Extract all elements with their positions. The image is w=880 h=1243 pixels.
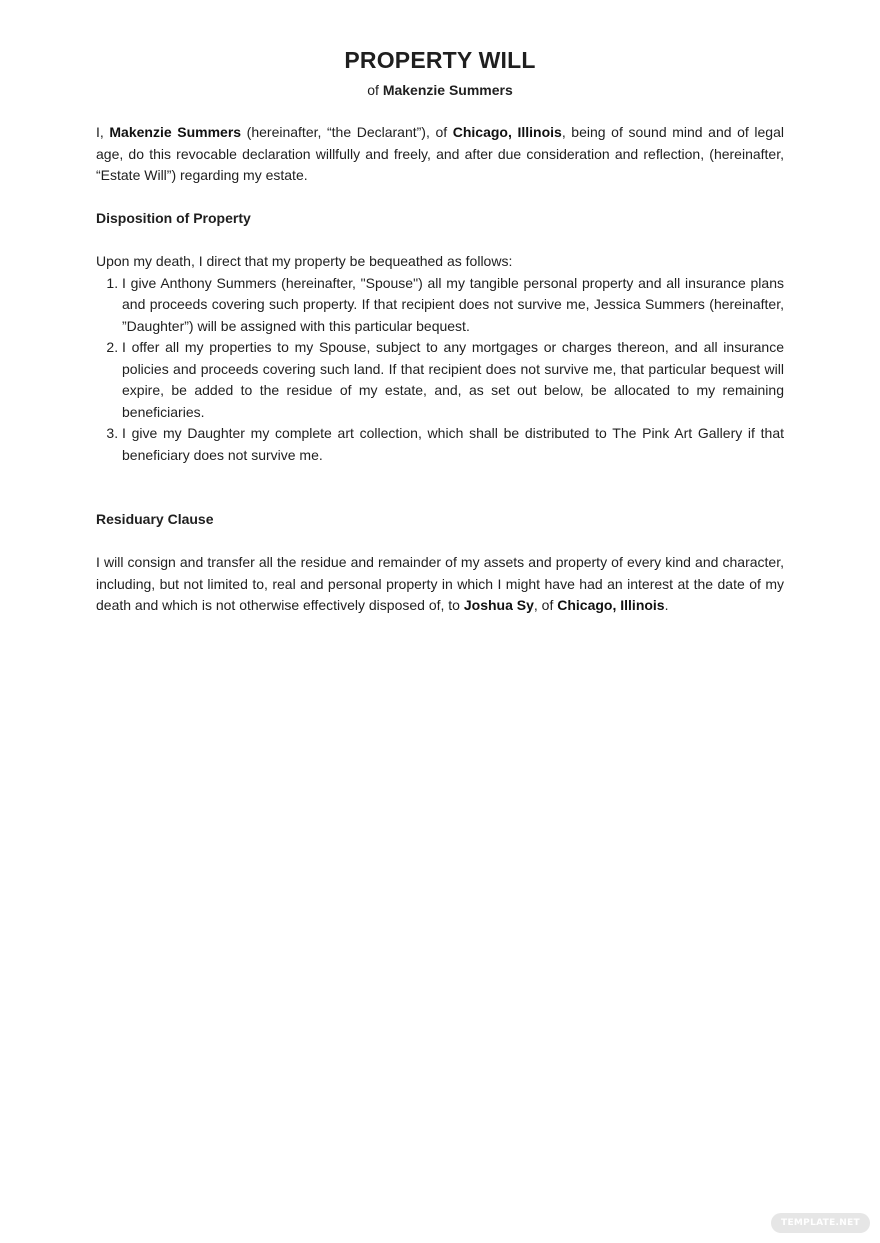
bequest-list [96,273,784,467]
disposition-lead: Upon my death, I direct that my property be bequeathed as follows: [96,253,513,269]
residuary-paragraph [96,552,784,617]
disposition-heading: Disposition of Property [96,210,251,226]
template-watermark: TEMPLATE.NET [771,1213,870,1233]
document-page [96,44,784,617]
document-subtitle [96,80,784,100]
bequest-item: 3. I give my Daughter my complete art collection, which shall be distributed to The Pink Art Gallery if that beneficiary does not survive me. [122,423,784,466]
intro-paragraph [96,122,784,187]
declarant-location: Chicago, Illinois [452,124,562,140]
residuary-beneficiary: Joshua Sy [463,597,534,613]
intro-text-2: (hereinafter, “the Declarant”), of [241,124,453,140]
intro-text-3: , being of sound mind and of legal age, do this revocable declaration willfully and freely, and after due consideration and reflection, (hereinafter, “Estate Will”) regarding my estate. [96,124,784,183]
bequest-item: 2. I offer all my properties to my Spouse, subject to any mortgages or charges thereon, and all insurance policies and proceeds covering such land. If that recipient does not survive me, that particular bequest will expire, be added to the residue of my estate, and, as set out below, be allocated to my remaining beneficiaries. [122,337,784,423]
testator-name: Makenzie Summers [382,82,513,98]
residuary-location: Chicago, Illinois [557,597,665,613]
subtitle-prefix: of [367,82,379,98]
residuary-text-3: . [664,597,669,613]
intro-text-1: I, [96,124,110,140]
bequest-item: 1. I give Anthony Summers (hereinafter, "Spouse") all my tangible personal property and all insurance plans and proceeds covering such property. If that recipient does not survive me, Jessica Summers (hereinafter, ”Daughter”) will be assigned with this particular bequest. [122,273,784,338]
residuary-text-1: I will consign and transfer all the residue and remainder of my assets and property of every kind and character, including, but not limited to, real and personal property in which I might have had an interest at the date of my death and which is not otherwise effectively disposed of, to [96,554,784,613]
residuary-heading: Residuary Clause [96,511,214,527]
document-title: PROPERTY WILL [344,47,536,73]
residuary-text-2: , of [533,597,558,613]
declarant-name: Makenzie Summers [109,124,242,140]
